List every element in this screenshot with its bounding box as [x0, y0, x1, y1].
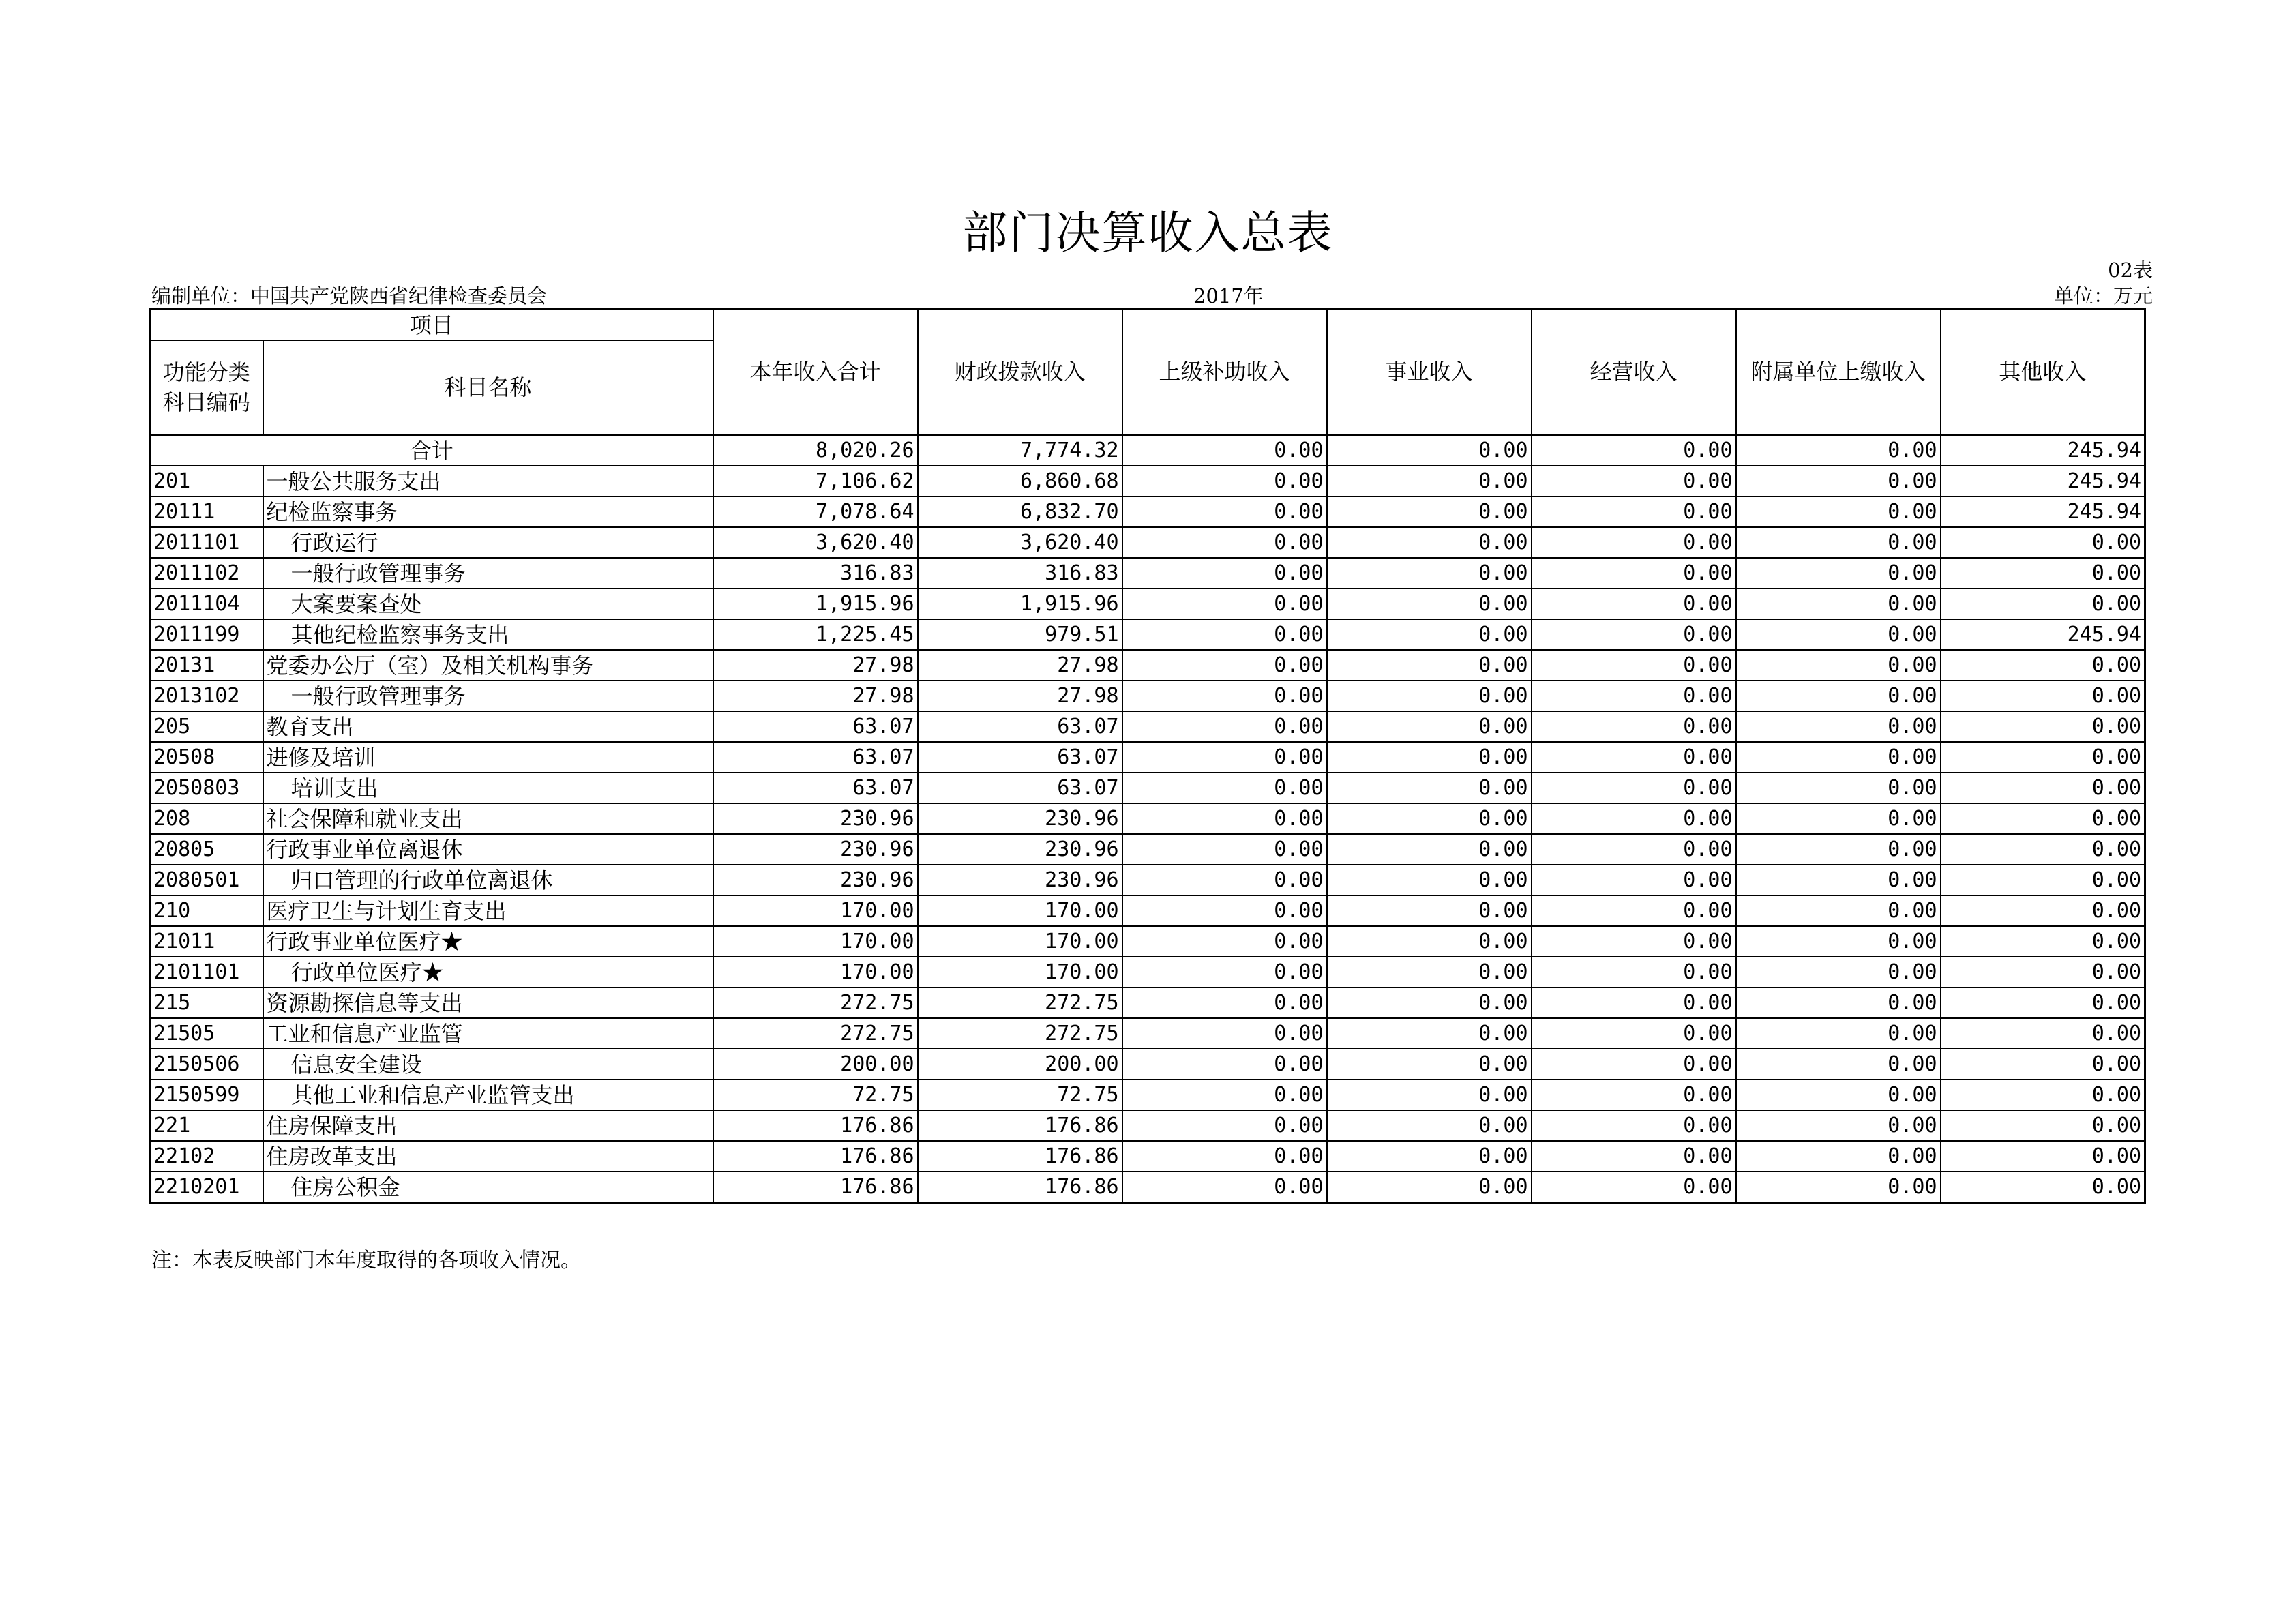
- row-code: 20805: [150, 834, 263, 865]
- row-code: 2150599: [150, 1079, 263, 1110]
- row-value: 0.00: [1327, 1018, 1532, 1049]
- row-value: 0.00: [1941, 773, 2145, 803]
- row-value: 27.98: [713, 681, 918, 711]
- row-value: 0.00: [1532, 926, 1736, 957]
- row-value: 0.00: [1327, 834, 1532, 865]
- row-value: 0.00: [1736, 957, 1941, 987]
- row-value: 0.00: [1327, 1079, 1532, 1110]
- row-code: 221: [150, 1110, 263, 1141]
- total-value: 0.00: [1532, 435, 1736, 466]
- row-code: 22102: [150, 1141, 263, 1172]
- header-col-total: 本年收入合计: [713, 310, 918, 436]
- row-name: 归口管理的行政单位离退休: [263, 865, 713, 895]
- row-value: 0.00: [1327, 1110, 1532, 1141]
- row-value: 170.00: [918, 957, 1122, 987]
- row-value: 0.00: [1736, 1049, 1941, 1079]
- row-value: 0.00: [1941, 1049, 2145, 1079]
- row-code: 2210201: [150, 1172, 263, 1203]
- row-value: 0.00: [1327, 803, 1532, 834]
- table-row: [150, 711, 2145, 742]
- row-value: 245.94: [1941, 496, 2145, 527]
- row-value: 3,620.40: [713, 527, 918, 558]
- table-row: [150, 895, 2145, 926]
- table-row: [150, 803, 2145, 834]
- row-name: 一般行政管理事务: [263, 558, 713, 589]
- row-value: 272.75: [918, 987, 1122, 1018]
- row-value: 63.07: [713, 773, 918, 803]
- row-value: 0.00: [1327, 619, 1532, 650]
- row-value: 0.00: [1532, 1110, 1736, 1141]
- row-value: 316.83: [918, 558, 1122, 589]
- row-value: 27.98: [918, 650, 1122, 681]
- row-value: 0.00: [1122, 589, 1327, 619]
- row-name: 住房保障支出: [263, 1110, 713, 1141]
- total-value: 245.94: [1941, 435, 2145, 466]
- row-value: 0.00: [1736, 1172, 1941, 1203]
- row-value: 0.00: [1736, 773, 1941, 803]
- report-year: 2017年: [1193, 284, 1264, 308]
- row-value: 0.00: [1736, 527, 1941, 558]
- row-code: 20131: [150, 650, 263, 681]
- header-col-business-income: 事业收入: [1327, 310, 1532, 436]
- row-value: 0.00: [1941, 1018, 2145, 1049]
- currency-unit: 单位：万元: [2053, 284, 2153, 308]
- header-col-affiliated-income: 附属单位上缴收入: [1736, 310, 1941, 436]
- table-row: [150, 957, 2145, 987]
- row-value: 0.00: [1532, 957, 1736, 987]
- row-value: 0.00: [1122, 773, 1327, 803]
- row-value: 63.07: [713, 711, 918, 742]
- row-code: 2101101: [150, 957, 263, 987]
- row-name: 行政单位医疗★: [263, 957, 713, 987]
- row-value: 0.00: [1122, 865, 1327, 895]
- header-code: [150, 340, 263, 435]
- row-value: 0.00: [1122, 1079, 1327, 1110]
- row-value: 170.00: [713, 957, 918, 987]
- row-value: 176.86: [918, 1141, 1122, 1172]
- row-value: 0.00: [1532, 527, 1736, 558]
- total-value: 7,774.32: [918, 435, 1122, 466]
- row-value: 170.00: [713, 895, 918, 926]
- row-value: 0.00: [1122, 681, 1327, 711]
- row-code: 21011: [150, 926, 263, 957]
- row-value: 0.00: [1122, 1110, 1327, 1141]
- row-value: 0.00: [1122, 496, 1327, 527]
- table-row: [150, 742, 2145, 773]
- row-value: 63.07: [918, 711, 1122, 742]
- row-value: 0.00: [1941, 650, 2145, 681]
- table-row: [150, 1079, 2145, 1110]
- row-name: 一般公共服务支出: [263, 466, 713, 496]
- row-value: 0.00: [1941, 834, 2145, 865]
- row-value: 0.00: [1327, 895, 1532, 926]
- row-value: 0.00: [1736, 742, 1941, 773]
- row-value: 245.94: [1941, 466, 2145, 496]
- table-row: [150, 558, 2145, 589]
- header-project: 项目: [150, 310, 713, 341]
- form-number: 02表: [2108, 258, 2153, 282]
- header-col-other-income: 其他收入: [1941, 310, 2145, 436]
- row-code: 21505: [150, 1018, 263, 1049]
- row-value: 7,078.64: [713, 496, 918, 527]
- row-value: 0.00: [1736, 1079, 1941, 1110]
- row-value: 0.00: [1532, 558, 1736, 589]
- header-col-fiscal: 财政拨款收入: [918, 310, 1122, 436]
- row-name: 社会保障和就业支出: [263, 803, 713, 834]
- total-row: [150, 435, 2145, 466]
- row-value: 230.96: [713, 803, 918, 834]
- row-value: 3,620.40: [918, 527, 1122, 558]
- row-value: 0.00: [1532, 803, 1736, 834]
- table-row: [150, 1172, 2145, 1203]
- table-row: [150, 681, 2145, 711]
- row-value: 0.00: [1532, 895, 1736, 926]
- row-value: 316.83: [713, 558, 918, 589]
- row-value: 0.00: [1532, 1172, 1736, 1203]
- row-value: 0.00: [1122, 834, 1327, 865]
- row-value: 0.00: [1941, 803, 2145, 834]
- row-value: 0.00: [1941, 895, 2145, 926]
- row-value: 0.00: [1532, 466, 1736, 496]
- row-value: 272.75: [713, 1018, 918, 1049]
- row-name: 住房公积金: [263, 1172, 713, 1203]
- row-value: 0.00: [1941, 558, 2145, 589]
- row-value: 0.00: [1941, 865, 2145, 895]
- row-value: 176.86: [918, 1172, 1122, 1203]
- row-value: 230.96: [918, 834, 1122, 865]
- row-value: 0.00: [1736, 834, 1941, 865]
- row-value: 0.00: [1941, 987, 2145, 1018]
- row-value: 0.00: [1122, 558, 1327, 589]
- row-value: 0.00: [1532, 1018, 1736, 1049]
- table-row: [150, 773, 2145, 803]
- row-value: 0.00: [1532, 589, 1736, 619]
- row-name: 资源勘探信息等支出: [263, 987, 713, 1018]
- table-row: [150, 527, 2145, 558]
- table-row: [150, 834, 2145, 865]
- row-name: 住房改革支出: [263, 1141, 713, 1172]
- row-value: 0.00: [1532, 711, 1736, 742]
- row-value: 0.00: [1736, 496, 1941, 527]
- row-value: 0.00: [1736, 681, 1941, 711]
- row-value: 0.00: [1122, 926, 1327, 957]
- row-value: 0.00: [1532, 1079, 1736, 1110]
- row-value: 0.00: [1122, 803, 1327, 834]
- table-row: [150, 619, 2145, 650]
- row-value: 0.00: [1327, 527, 1532, 558]
- row-value: 0.00: [1941, 711, 2145, 742]
- total-value: 0.00: [1122, 435, 1327, 466]
- row-value: 0.00: [1327, 926, 1532, 957]
- row-value: 0.00: [1941, 1172, 2145, 1203]
- row-value: 176.86: [713, 1141, 918, 1172]
- row-value: 0.00: [1941, 1110, 2145, 1141]
- row-name: 进修及培训: [263, 742, 713, 773]
- table-row: [150, 987, 2145, 1018]
- row-value: 0.00: [1122, 619, 1327, 650]
- row-value: 245.94: [1941, 619, 2145, 650]
- row-value: 0.00: [1327, 466, 1532, 496]
- row-value: 0.00: [1122, 1141, 1327, 1172]
- row-value: 200.00: [918, 1049, 1122, 1079]
- row-name: 其他工业和信息产业监管支出: [263, 1079, 713, 1110]
- table-row: [150, 1110, 2145, 1141]
- row-value: 0.00: [1122, 1049, 1327, 1079]
- row-value: 230.96: [713, 865, 918, 895]
- row-value: 170.00: [713, 926, 918, 957]
- row-value: 0.00: [1532, 773, 1736, 803]
- row-name: 教育支出: [263, 711, 713, 742]
- row-name: 纪检监察事务: [263, 496, 713, 527]
- header-code-label: 功能分类科目编码: [162, 359, 250, 415]
- row-value: 0.00: [1736, 466, 1941, 496]
- row-value: 230.96: [713, 834, 918, 865]
- row-value: 0.00: [1736, 1110, 1941, 1141]
- row-value: 0.00: [1941, 742, 2145, 773]
- row-value: 0.00: [1122, 987, 1327, 1018]
- row-value: 72.75: [713, 1079, 918, 1110]
- row-value: 0.00: [1122, 650, 1327, 681]
- row-value: 0.00: [1327, 987, 1532, 1018]
- row-value: 979.51: [918, 619, 1122, 650]
- row-value: 27.98: [713, 650, 918, 681]
- row-value: 230.96: [918, 865, 1122, 895]
- row-value: 0.00: [1736, 895, 1941, 926]
- row-value: 0.00: [1327, 681, 1532, 711]
- row-value: 63.07: [713, 742, 918, 773]
- row-value: 0.00: [1532, 1049, 1736, 1079]
- row-value: 1,225.45: [713, 619, 918, 650]
- row-value: 0.00: [1736, 1018, 1941, 1049]
- row-value: 0.00: [1941, 957, 2145, 987]
- row-value: 0.00: [1736, 619, 1941, 650]
- row-value: 7,106.62: [713, 466, 918, 496]
- table-row: [150, 1018, 2145, 1049]
- footnote: 注：本表反映部门本年度取得的各项收入情况。: [151, 1249, 581, 1272]
- row-value: 0.00: [1736, 589, 1941, 619]
- table-row: [150, 865, 2145, 895]
- row-value: 6,860.68: [918, 466, 1122, 496]
- row-value: 0.00: [1122, 1018, 1327, 1049]
- row-value: 0.00: [1327, 957, 1532, 987]
- row-value: 0.00: [1122, 1172, 1327, 1203]
- row-value: 0.00: [1122, 957, 1327, 987]
- table-row: [150, 650, 2145, 681]
- table-row: [150, 1049, 2145, 1079]
- row-value: 0.00: [1532, 865, 1736, 895]
- row-value: 0.00: [1122, 742, 1327, 773]
- row-name: 其他纪检监察事务支出: [263, 619, 713, 650]
- header-name: 科目名称: [263, 340, 713, 435]
- row-code: 201: [150, 466, 263, 496]
- row-value: 0.00: [1736, 558, 1941, 589]
- row-value: 0.00: [1532, 496, 1736, 527]
- row-value: 176.86: [918, 1110, 1122, 1141]
- row-value: 0.00: [1736, 1141, 1941, 1172]
- row-value: 0.00: [1736, 926, 1941, 957]
- row-name: 行政运行: [263, 527, 713, 558]
- table-row: [150, 926, 2145, 957]
- row-value: 0.00: [1532, 1141, 1736, 1172]
- row-code: 2011104: [150, 589, 263, 619]
- row-value: 200.00: [713, 1049, 918, 1079]
- row-value: 0.00: [1327, 711, 1532, 742]
- total-value: 0.00: [1327, 435, 1532, 466]
- table-row: [150, 466, 2145, 496]
- row-value: 72.75: [918, 1079, 1122, 1110]
- row-value: 0.00: [1941, 527, 2145, 558]
- row-value: 0.00: [1327, 773, 1532, 803]
- row-value: 272.75: [918, 1018, 1122, 1049]
- table-row: [150, 496, 2145, 527]
- row-name: 行政事业单位医疗★: [263, 926, 713, 957]
- row-code: 205: [150, 711, 263, 742]
- header-row-project: [150, 310, 2145, 341]
- table-row: [150, 589, 2145, 619]
- row-name: 行政事业单位离退休: [263, 834, 713, 865]
- row-value: 0.00: [1532, 987, 1736, 1018]
- row-code: 215: [150, 987, 263, 1018]
- row-value: 1,915.96: [918, 589, 1122, 619]
- income-summary-table: [149, 308, 2146, 1204]
- row-value: 27.98: [918, 681, 1122, 711]
- row-code: 208: [150, 803, 263, 834]
- row-value: 0.00: [1122, 527, 1327, 558]
- header-col-operating-income: 经营收入: [1532, 310, 1736, 436]
- row-value: 170.00: [918, 895, 1122, 926]
- total-value: 8,020.26: [713, 435, 918, 466]
- row-value: 0.00: [1327, 589, 1532, 619]
- row-code: 2013102: [150, 681, 263, 711]
- row-value: 272.75: [713, 987, 918, 1018]
- page-title: 部门决算收入总表: [962, 207, 1334, 259]
- row-value: 0.00: [1736, 711, 1941, 742]
- row-value: 63.07: [918, 773, 1122, 803]
- row-code: 2011102: [150, 558, 263, 589]
- compiling-unit: 编制单位：中国共产党陕西省纪律检查委员会: [151, 284, 548, 308]
- row-value: 0.00: [1327, 1141, 1532, 1172]
- row-value: 0.00: [1122, 711, 1327, 742]
- row-value: 0.00: [1736, 803, 1941, 834]
- row-value: 0.00: [1736, 650, 1941, 681]
- header-col-superior-subsidy: 上级补助收入: [1122, 310, 1327, 436]
- total-value: 0.00: [1736, 435, 1941, 466]
- row-code: 2050803: [150, 773, 263, 803]
- row-value: 0.00: [1532, 834, 1736, 865]
- row-code: 20111: [150, 496, 263, 527]
- row-value: 0.00: [1327, 558, 1532, 589]
- table-row: [150, 1141, 2145, 1172]
- row-code: 2011101: [150, 527, 263, 558]
- row-value: 0.00: [1122, 466, 1327, 496]
- row-code: 210: [150, 895, 263, 926]
- row-value: 0.00: [1122, 895, 1327, 926]
- row-value: 0.00: [1532, 619, 1736, 650]
- row-value: 63.07: [918, 742, 1122, 773]
- row-value: 0.00: [1941, 589, 2145, 619]
- row-name: 大案要案查处: [263, 589, 713, 619]
- row-value: 170.00: [918, 926, 1122, 957]
- row-code: 2011199: [150, 619, 263, 650]
- row-name: 信息安全建设: [263, 1049, 713, 1079]
- row-value: 0.00: [1736, 987, 1941, 1018]
- row-value: 0.00: [1941, 681, 2145, 711]
- row-name: 工业和信息产业监管: [263, 1018, 713, 1049]
- row-value: 0.00: [1327, 650, 1532, 681]
- row-value: 0.00: [1736, 865, 1941, 895]
- row-value: 1,915.96: [713, 589, 918, 619]
- row-value: 0.00: [1941, 926, 2145, 957]
- row-value: 0.00: [1941, 1079, 2145, 1110]
- row-value: 176.86: [713, 1172, 918, 1203]
- row-value: 0.00: [1532, 742, 1736, 773]
- row-value: 0.00: [1327, 1049, 1532, 1079]
- row-value: 0.00: [1327, 496, 1532, 527]
- row-value: 6,832.70: [918, 496, 1122, 527]
- row-value: 230.96: [918, 803, 1122, 834]
- row-code: 2150506: [150, 1049, 263, 1079]
- row-name: 一般行政管理事务: [263, 681, 713, 711]
- row-code: 20508: [150, 742, 263, 773]
- total-label: 合计: [150, 435, 713, 466]
- row-name: 培训支出: [263, 773, 713, 803]
- row-value: 0.00: [1327, 742, 1532, 773]
- row-value: 0.00: [1941, 1141, 2145, 1172]
- row-value: 176.86: [713, 1110, 918, 1141]
- row-value: 0.00: [1532, 681, 1736, 711]
- row-code: 2080501: [150, 865, 263, 895]
- row-value: 0.00: [1327, 865, 1532, 895]
- row-value: 0.00: [1327, 1172, 1532, 1203]
- row-name: 医疗卫生与计划生育支出: [263, 895, 713, 926]
- row-name: 党委办公厅（室）及相关机构事务: [263, 650, 713, 681]
- row-value: 0.00: [1532, 650, 1736, 681]
